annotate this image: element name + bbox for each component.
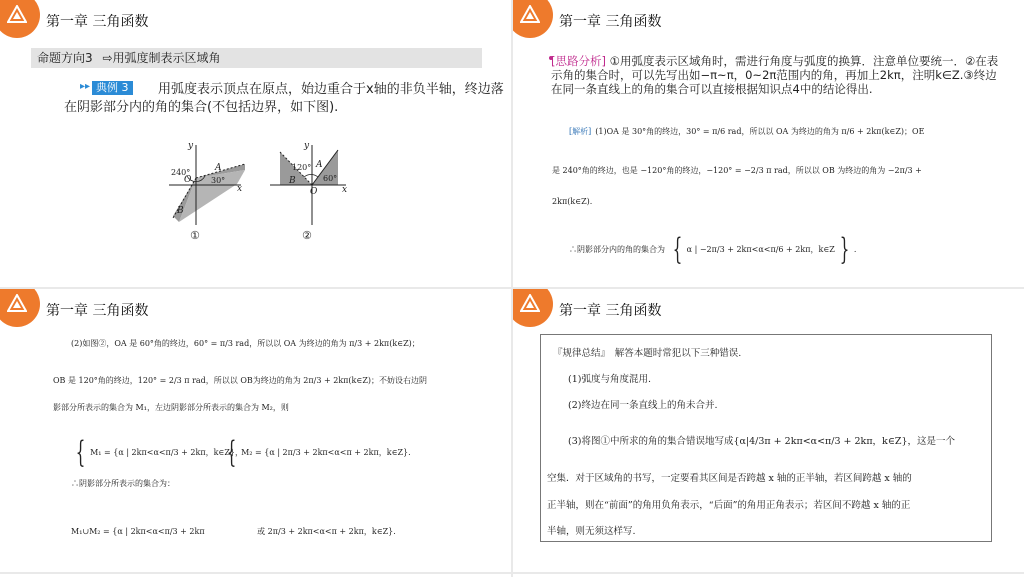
analysis-paragraph bbox=[551, 54, 1001, 96]
set-m1: { M₁ = {α | 2kπ<α<π/3 + 2kπ，k∈Z}， bbox=[75, 435, 244, 470]
logo-icon bbox=[513, 289, 553, 327]
solution-line-2: 是 240°角的终边，也是 −120°角的终边，−120° = −2/3 π rad，所以以 OB 为终边的角为 −2π/3 + bbox=[552, 166, 922, 175]
slide-3[interactable] bbox=[0, 289, 511, 572]
fig2-y-label: y bbox=[304, 141, 310, 151]
fig1-a-label: A bbox=[215, 163, 222, 173]
fig2-angle-60: 60° bbox=[323, 174, 338, 183]
fig1-b-label: B bbox=[177, 206, 184, 216]
chapter-title: 第一章 三角函数 bbox=[46, 303, 149, 319]
fig2-origin-label: O bbox=[310, 187, 318, 197]
part2-line-1: (2)如图②，OA 是 60°角的终边，60° = π/3 rad，所以以 OA 为终边的角为 π/3 + 2kπ(k∈Z)； bbox=[71, 339, 420, 348]
fig1-y-label: y bbox=[188, 141, 194, 151]
summary-box bbox=[540, 334, 992, 542]
set-m2: { M₂ = {α | 2π/3 + 2kπ<α<π + 2kπ，k∈Z}. bbox=[226, 435, 411, 470]
fig2-a-label: A bbox=[316, 160, 323, 170]
solution-line-1 bbox=[569, 127, 924, 137]
chapter-title: 第一章 三角函数 bbox=[559, 303, 662, 319]
direction-arrow-icon: ⇨ bbox=[102, 51, 113, 65]
fig1-origin-label: O bbox=[184, 175, 192, 185]
set-m2-text: M₂ = {α | 2π/3 + 2kπ<α<π + 2kπ，k∈Z}. bbox=[241, 448, 411, 457]
summary-line-4: (3)将图①中所求的角的集合错误地写成{α|4/3π + 2kπ<α<π/3 + 2kπ，k∈Z}，这是一个 bbox=[568, 436, 955, 447]
fig2-b-label: B bbox=[289, 176, 296, 186]
summary-line-2: (1)弧度与角度混用. bbox=[568, 374, 651, 385]
logo-icon bbox=[513, 0, 553, 38]
slide-2[interactable] bbox=[513, 0, 1024, 287]
solution-set-intro: ∴阴影部分内的角的集合为 bbox=[569, 245, 665, 254]
logo-icon bbox=[0, 289, 40, 327]
summary-line-6: 正半轴，则在“前面”的角用负角表示，“后面”的角用正角表示；若区间不跨越 x 轴的正 bbox=[547, 500, 911, 511]
direction-label: 命题方向3 bbox=[37, 51, 93, 65]
slide-1[interactable] bbox=[0, 0, 511, 287]
chapter-title: 第一章 三角函数 bbox=[46, 14, 149, 30]
solution-set: α | −2π/3 + 2kπ<α<π/6 + 2kπ，k∈Z bbox=[686, 245, 835, 254]
summary-line-1: 『规律总结』 解答本题时常犯以下三种错误. bbox=[553, 348, 742, 359]
analysis-text: ①用弧度表示区域角时，需进行角度与弧度的换算．注意单位要统一．②在表示角的集合时，可以先写出如−π~π，0~2π范围内的角，再加上2kπ，注明k∈Z.③终边在同一条直线上的角的集合可以直接根据知识点4中的结论得出. bbox=[551, 54, 999, 96]
example-text: 用弧度表示顶点在原点，始边重合于x轴的非负半轴，终边落在阴影部分内的角的集合(不包括边界，如下图). bbox=[64, 82, 504, 115]
part2-line-3: 影部分所表示的集合为 M₁，左边阴影部分所表示的集合为 M₂，则 bbox=[53, 403, 289, 412]
direction-bar bbox=[31, 48, 482, 68]
fig2-x-label: x bbox=[342, 185, 348, 195]
analysis-tag: [思路分析] bbox=[551, 54, 606, 68]
solution-line-3: 2kπ(k∈Z). bbox=[552, 197, 593, 206]
left-brace: { bbox=[672, 232, 682, 267]
part2-line-2: OB 是 120°角的终边，120° = 2/3 π rad，所以以 OB为终边的角为 2π/3 + 2kπ(k∈Z)；不妨设右边阴 bbox=[53, 376, 427, 385]
right-brace: } bbox=[839, 232, 850, 267]
union-text-a: M₁∪M₂ = {α | 2kπ<α<π/3 + 2kπ bbox=[71, 527, 205, 536]
direction-text: 用弧度制表示区域角 bbox=[112, 51, 221, 65]
summary-line-5: 空集．对于区域角的书写，一定要看其区间是否跨越 x 轴的正半轴，若区间跨越 x 轴的 bbox=[547, 473, 912, 484]
summary-line-3: (2)终边在同一条直线上的角未合并. bbox=[568, 400, 718, 411]
chapter-title: 第一章 三角函数 bbox=[559, 14, 662, 30]
union-line bbox=[71, 527, 396, 537]
fig2-number: ② bbox=[302, 229, 312, 242]
union-text-b: 或 2π/3 + 2kπ<α<π + 2kπ，k∈Z}. bbox=[257, 527, 396, 536]
logo-icon bbox=[0, 0, 40, 38]
summary-line-7: 半轴，则无须这样写. bbox=[547, 526, 636, 537]
slide-4[interactable] bbox=[513, 289, 1024, 572]
fig1-number: ① bbox=[190, 229, 200, 242]
part2-line-4: ∴阴影部分所表示的集合为： bbox=[71, 479, 175, 488]
example-badge: 典例 3 bbox=[92, 81, 133, 95]
set-m1-text: M₁ = {α | 2kπ<α<π/3 + 2kπ，k∈Z}， bbox=[90, 448, 244, 457]
solution-text-1: (1)OA 是 30°角的终边，30° = π/6 rad，所以以 OA 为终边的角为 π/6 + 2kπ(k∈Z)；OE bbox=[595, 127, 925, 136]
solution-line-4: ∴阴影部分内的角的集合为 { α | −2π/3 + 2kπ<α<π/6 + 2kπ，k∈Z } . bbox=[569, 232, 857, 267]
fig1-angle-30: 30° bbox=[211, 176, 226, 185]
solution-tag: [解析] bbox=[569, 127, 592, 136]
example-arrows-icon: ▸▸ bbox=[80, 81, 91, 92]
fig2-angle-120: 120° bbox=[292, 163, 312, 172]
fig1-angle-240: 240° bbox=[171, 168, 191, 177]
fig1-x-label: x bbox=[237, 184, 243, 194]
